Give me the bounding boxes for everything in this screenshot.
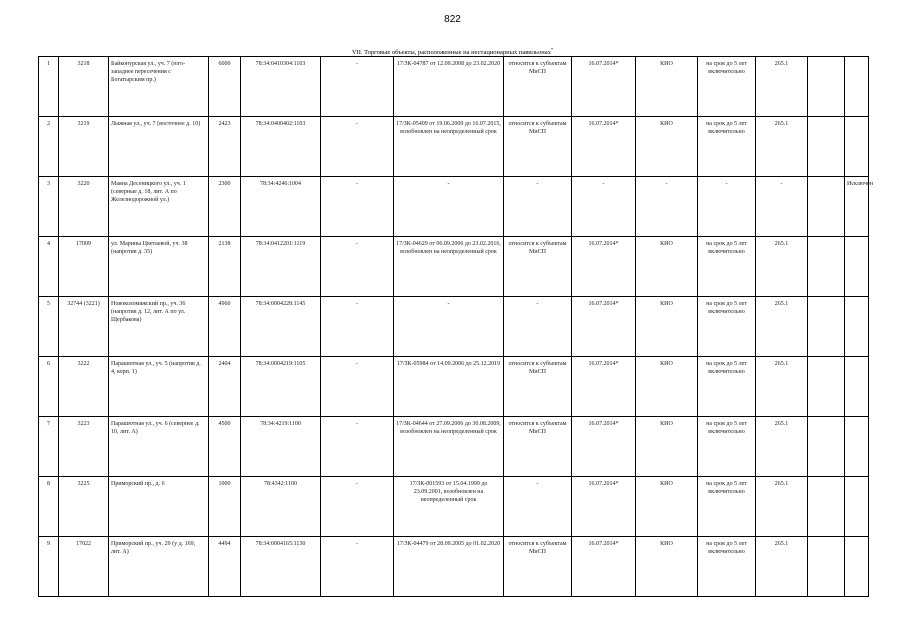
- cell-c13: [808, 417, 845, 477]
- cell-area: 6000: [209, 57, 241, 117]
- cell-note: [845, 417, 869, 477]
- cell-n: 8: [39, 477, 59, 537]
- cell-term: на срок до 5 лет включительно: [698, 57, 756, 117]
- cell-term: на срок до 5 лет включительно: [698, 237, 756, 297]
- cell-date: 16.07.2014*: [572, 117, 636, 177]
- cell-lease: 17/ЗК-04629 от 06.09.2006 до 23.02.2016, возобновлен на неопределенный срок: [394, 237, 504, 297]
- cell-term: на срок до 5 лет включительно: [698, 117, 756, 177]
- cell-id: 3220: [59, 177, 109, 237]
- table-row: [39, 177, 869, 237]
- cell-cad: 78:34:4219:1100: [241, 417, 321, 477]
- cell-doc: 265.1: [756, 297, 808, 357]
- cell-id: 3223: [59, 417, 109, 477]
- cell-addr: Парашютная ул., уч. 5 (напротив д. 4, корп. 1): [109, 357, 209, 417]
- section-title: [0, 47, 905, 56]
- cell-lease: -: [394, 297, 504, 357]
- cell-area: 4494: [209, 537, 241, 597]
- cell-n: 4: [39, 237, 59, 297]
- cell-cad: 78:4342:1100: [241, 477, 321, 537]
- cell-date: 16.07.2014*: [572, 537, 636, 597]
- cell-lease: -: [394, 177, 504, 237]
- cell-doc: 265.1: [756, 417, 808, 477]
- cell-area: 4960: [209, 297, 241, 357]
- cell-term: на срок до 5 лет включительно: [698, 357, 756, 417]
- cell-cad: 78:34:0400402:1103: [241, 117, 321, 177]
- table-row: [39, 417, 869, 477]
- cell-c6: -: [321, 477, 394, 537]
- cell-rel: -: [504, 477, 572, 537]
- cell-id: 17022: [59, 537, 109, 597]
- cell-date: 16.07.2014*: [572, 477, 636, 537]
- cell-date: 16.07.2014*: [572, 297, 636, 357]
- cell-rel: относится к субъектам МиСП: [504, 417, 572, 477]
- cell-c13: [808, 177, 845, 237]
- cell-date: 16.07.2014*: [572, 357, 636, 417]
- table-row: [39, 237, 869, 297]
- cell-org: КИО: [636, 357, 698, 417]
- table-row: [39, 297, 869, 357]
- cell-doc: 265.1: [756, 537, 808, 597]
- cell-c13: [808, 537, 845, 597]
- cell-n: 6: [39, 357, 59, 417]
- table-row: [39, 57, 869, 117]
- cell-addr: Байконурская ул., уч. 7 (юго-западнее пересечения с Богатырским пр.): [109, 57, 209, 117]
- cell-area: 2138: [209, 237, 241, 297]
- cell-id: 3218: [59, 57, 109, 117]
- cell-area: 2423: [209, 117, 241, 177]
- cell-c13: [808, 57, 845, 117]
- cell-c6: -: [321, 417, 394, 477]
- cell-c13: [808, 297, 845, 357]
- cell-n: 7: [39, 417, 59, 477]
- cell-area: 4500: [209, 417, 241, 477]
- cell-cad: 78:34:4246:1004: [241, 177, 321, 237]
- cell-addr: Маяна Десеницкого ул., уч. 1 (северные д. 18, лит. А по Железнодорожной ул.): [109, 177, 209, 237]
- page-number: 822: [444, 14, 461, 25]
- cell-addr: ул. Марины Цветаевой, уч. 38 (напротив д. 35): [109, 237, 209, 297]
- cell-cad: 78:34:0412201:1119: [241, 237, 321, 297]
- cell-c13: [808, 117, 845, 177]
- cell-org: КИО: [636, 537, 698, 597]
- cell-rel: относится к субъектам МиСП: [504, 117, 572, 177]
- cell-doc: 265.1: [756, 237, 808, 297]
- cell-c6: -: [321, 57, 394, 117]
- cell-doc: 265.1: [756, 477, 808, 537]
- footnote-mark: *: [550, 47, 554, 52]
- cell-term: на срок до 5 лет включительно: [698, 537, 756, 597]
- cell-note: [845, 237, 869, 297]
- cell-addr: Приморский пр., уч. 29 (у д. 169, лит. А): [109, 537, 209, 597]
- cell-lease: 17/ЗК-04479 от 28.09.2005 до 01.02.2020: [394, 537, 504, 597]
- cell-note: [845, 477, 869, 537]
- cell-c13: [808, 237, 845, 297]
- cell-note: [845, 357, 869, 417]
- cell-doc: -: [756, 177, 808, 237]
- cell-area: 1000: [209, 477, 241, 537]
- table-row: [39, 117, 869, 177]
- table-body: [39, 57, 874, 597]
- cell-c6: -: [321, 297, 394, 357]
- cell-rel: относится к субъектам МиСП: [504, 57, 572, 117]
- section-title-text: VII. Торговые объекты, расположенные на нестационарных павильонах: [351, 49, 551, 57]
- cell-n: 5: [39, 297, 59, 357]
- cell-addr: Новоколомяжский пр., уч. 36 (напротив д. 12, лит. А по ул. Щербакова): [109, 297, 209, 357]
- cell-term: на срок до 5 лет включительно: [698, 417, 756, 477]
- cell-doc: 265.1: [756, 57, 808, 117]
- cell-org: -: [636, 177, 698, 237]
- cell-org: КИО: [636, 117, 698, 177]
- cell-org: КИО: [636, 297, 698, 357]
- cell-cad: 78:34:0004165:1130: [241, 537, 321, 597]
- cell-id: 3225: [59, 477, 109, 537]
- cell-addr: Парашютная ул., уч. 6 (севернее д. 10, лит. А): [109, 417, 209, 477]
- cell-cad: 78:34:0410304:1103: [241, 57, 321, 117]
- cell-term: на срок до 5 лет включительно: [698, 297, 756, 357]
- cell-c13: [808, 477, 845, 537]
- cell-c6: -: [321, 537, 394, 597]
- cell-id: 3222: [59, 357, 109, 417]
- cell-note: [845, 57, 869, 117]
- cell-rel: относится к субъектам МиСП: [504, 537, 572, 597]
- cell-lease: 17/ЗК-05409 от 19.06.2009 до 16.07.2015, возобновлен на неопределенный срок: [394, 117, 504, 177]
- cell-c13: [808, 357, 845, 417]
- cell-date: -: [572, 177, 636, 237]
- objects-table: [38, 56, 874, 597]
- cell-lease: 17/ЗК-04644 от 27.09.2006 до 30.08.2009, возобновлен на неопределенный срок: [394, 417, 504, 477]
- cell-n: 2: [39, 117, 59, 177]
- cell-c6: -: [321, 357, 394, 417]
- cell-lease: 17/ЗК-04787 от 12.09.2008 до 23.02.2020: [394, 57, 504, 117]
- cell-org: КИО: [636, 57, 698, 117]
- cell-lease: 17/ЗК-05984 от 14.09.2006 до 25.12.2019: [394, 357, 504, 417]
- cell-cad: 78:34:0004219:1105: [241, 357, 321, 417]
- cell-note: Исключен: [845, 177, 869, 237]
- cell-note: [845, 537, 869, 597]
- cell-doc: 265.1: [756, 357, 808, 417]
- cell-lease: 17/ЗК-001593 от 15.04.1999 до 23.09.2001, возобновлен на неопределенный срок: [394, 477, 504, 537]
- cell-org: КИО: [636, 417, 698, 477]
- table-row: [39, 477, 869, 537]
- cell-area: 2300: [209, 177, 241, 237]
- cell-cad: 78:34:0004228:1145: [241, 297, 321, 357]
- cell-c6: -: [321, 177, 394, 237]
- cell-addr: Приморский пр., д. 6: [109, 477, 209, 537]
- table-row: [39, 537, 869, 597]
- cell-date: 16.07.2014*: [572, 237, 636, 297]
- cell-org: КИО: [636, 237, 698, 297]
- cell-rel: относится к субъектам МиСП: [504, 237, 572, 297]
- cell-term: на срок до 5 лет включительно: [698, 477, 756, 537]
- cell-rel: относится к субъектам МиСП: [504, 357, 572, 417]
- cell-addr: Лыжная ул., уч. 7 (восточнее д. 10): [109, 117, 209, 177]
- cell-org: КИО: [636, 477, 698, 537]
- cell-c6: -: [321, 117, 394, 177]
- cell-doc: 265.1: [756, 117, 808, 177]
- cell-date: 16.07.2014*: [572, 57, 636, 117]
- cell-c6: -: [321, 237, 394, 297]
- cell-term: -: [698, 177, 756, 237]
- table-row: [39, 357, 869, 417]
- cell-rel: -: [504, 177, 572, 237]
- cell-id: 17009: [59, 237, 109, 297]
- cell-rel: -: [504, 297, 572, 357]
- cell-area: 2404: [209, 357, 241, 417]
- cell-note: [845, 117, 869, 177]
- cell-n: 9: [39, 537, 59, 597]
- cell-date: 16.07.2014*: [572, 417, 636, 477]
- cell-note: [845, 297, 869, 357]
- cell-id: 32744 (3221): [59, 297, 109, 357]
- cell-n: 1: [39, 57, 59, 117]
- cell-id: 3219: [59, 117, 109, 177]
- cell-n: 3: [39, 177, 59, 237]
